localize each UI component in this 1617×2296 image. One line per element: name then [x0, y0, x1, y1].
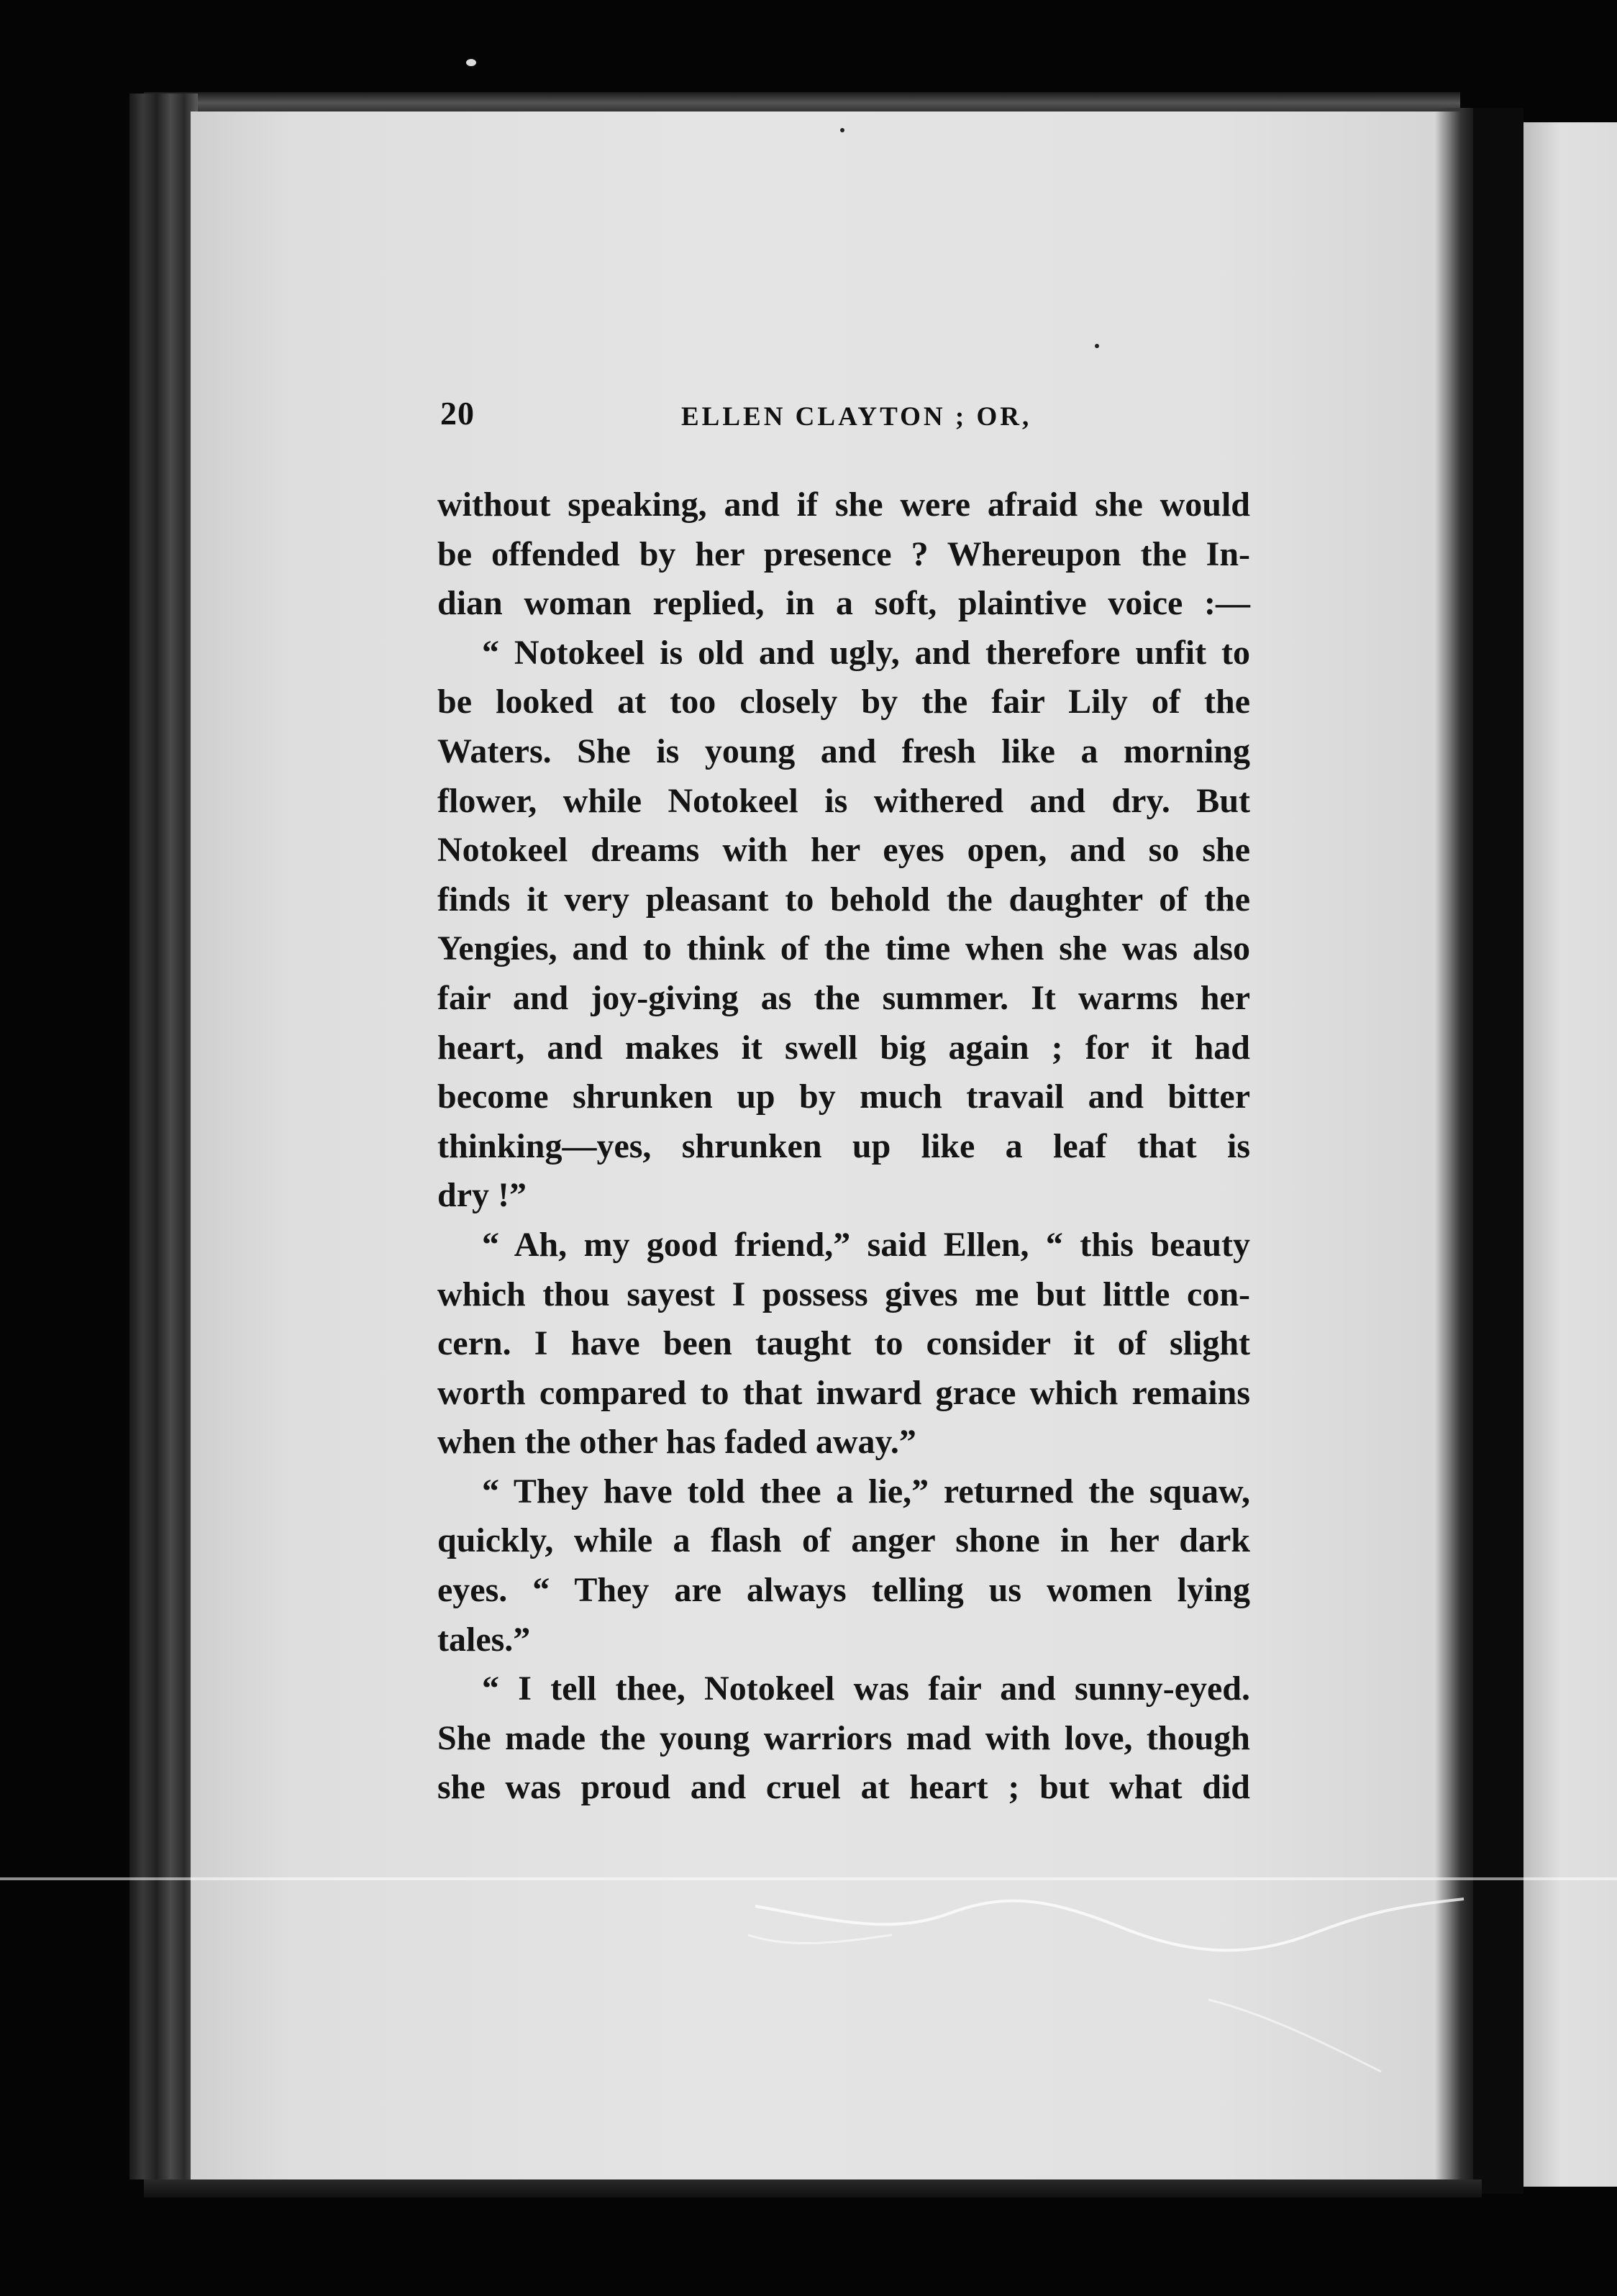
running-head [440, 394, 1246, 445]
text-line: “ Ah, my good friend,” said Ellen, “ this beauty [482, 1225, 1250, 1264]
text-line: eyes. “ They are always telling us women lying [437, 1571, 1250, 1610]
scan-artifact-line [0, 1877, 1617, 1880]
page-number: 20 [440, 395, 475, 432]
text-line: when the other has faded away.” [437, 1423, 916, 1462]
text-line: become shrunken up by much travail and bitter [437, 1078, 1250, 1116]
text-line: “ Notokeel is old and ugly, and therefore unfit to [482, 633, 1250, 672]
text-line: which thou sayest I possess gives me but little con- [437, 1275, 1250, 1313]
text-line: dry !” [437, 1176, 527, 1215]
text-line: worth compared to that inward grace which remains [437, 1373, 1250, 1412]
page-crease-mark [748, 1892, 1467, 2079]
text-line: quickly, while a flash of anger shone in her dark [437, 1521, 1250, 1560]
book-left-edge [129, 94, 198, 2179]
text-line: “ I tell thee, Notokeel was fair and sunny-eyed. [482, 1669, 1250, 1708]
text-line: Waters. She is young and fresh like a morning [437, 732, 1250, 770]
text-line: dian woman replied, in a soft, plaintive voice :— [437, 584, 1250, 623]
text-line: flower, while Notokeel is withered and dry. But [437, 781, 1250, 820]
page-bottom-edge [144, 2179, 1482, 2197]
text-line: without speaking, and if she were afraid she would [437, 486, 1250, 524]
body-text [437, 480, 1250, 1813]
text-line: She made the young warriors mad with love, though [437, 1718, 1250, 1757]
book-spine [1473, 108, 1523, 2194]
book-top-edge [144, 92, 1460, 114]
running-title: ELLEN CLAYTON ; OR, [681, 402, 1032, 432]
text-line: “ They have told thee a lie,” returned the squaw, [482, 1472, 1250, 1511]
text-line: she was proud and cruel at heart ; but what did [437, 1768, 1250, 1807]
speck-mark [466, 59, 476, 66]
speck-mark [1095, 344, 1099, 348]
text-line: Yengies, and to think of the time when she was also [437, 929, 1250, 968]
speck-mark [840, 128, 844, 132]
text-line: tales.” [437, 1620, 531, 1659]
text-line: be offended by her presence ? Whereupon the In- [437, 534, 1250, 573]
text-line: finds it very pleasant to behold the daughter of the [437, 880, 1250, 919]
text-line: heart, and makes it swell big again ; for it had [437, 1028, 1250, 1067]
text-line: be looked at too closely by the fair Lily of the [437, 683, 1250, 721]
text-line: fair and joy-giving as the summer. It warms her [437, 978, 1250, 1017]
text-line: Notokeel dreams with her eyes open, and so she [437, 831, 1250, 870]
text-line: cern. I have been taught to consider it of slight [437, 1324, 1250, 1363]
text-line: thinking—yes, shrunken up like a leaf that is [437, 1126, 1250, 1165]
